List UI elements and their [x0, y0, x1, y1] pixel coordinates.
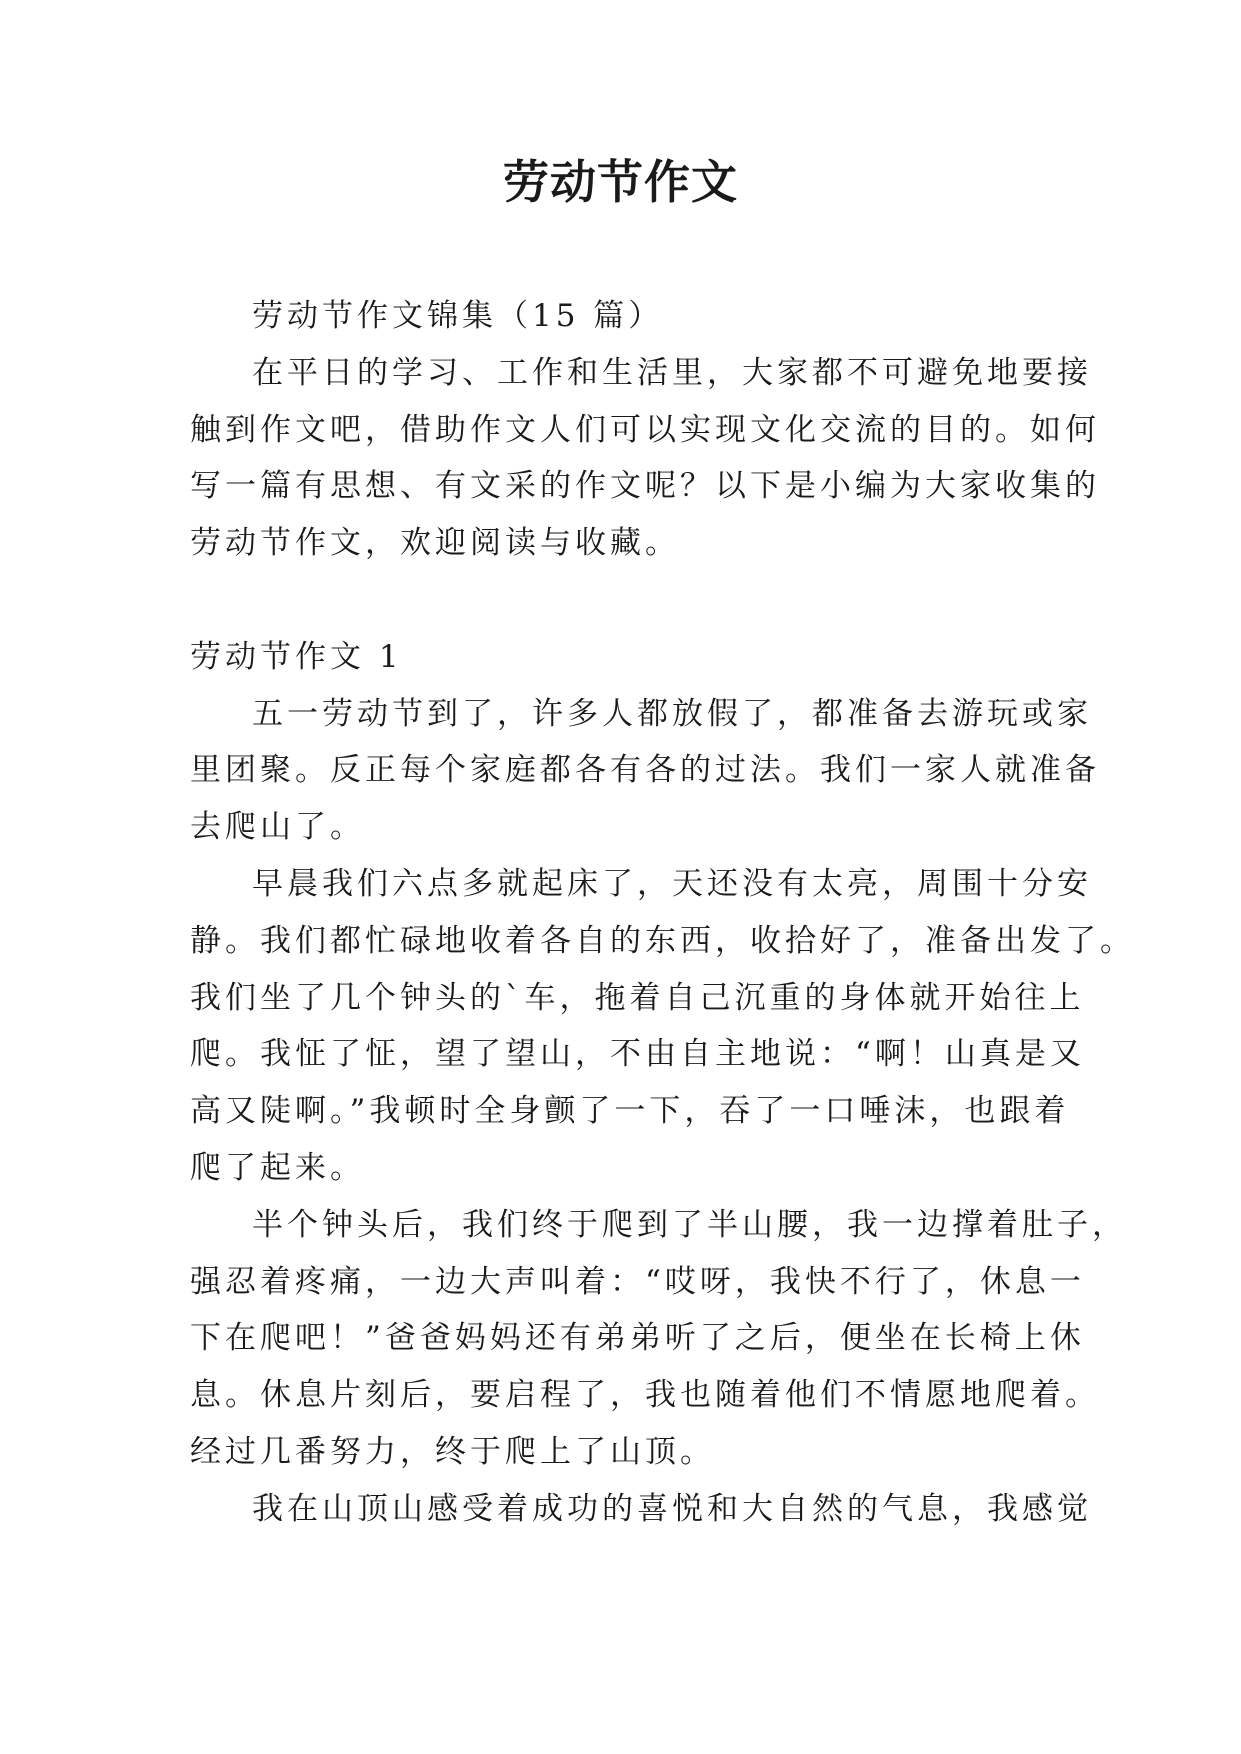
essay-paragraph-1	[190, 686, 1100, 856]
intro-line: 劳动节作文，欢迎阅读与收藏。	[190, 525, 680, 562]
document-body	[190, 288, 1135, 1538]
essay-line: 我在山顶山感受着成功的喜悦和大自然的气息，我感觉	[252, 1490, 1092, 1527]
essay-line: 经过几番努力，终于爬上了山顶。	[190, 1433, 715, 1470]
document-title: 劳动节作文	[503, 155, 738, 209]
collection-title-text: 劳动节作文锦集（15 篇）	[252, 298, 664, 334]
essay-line: 爬了起来。	[190, 1149, 365, 1186]
intro-line: 触到作文吧，借助作文人们可以实现文化交流的目的。如何	[190, 411, 1100, 448]
essay-line: 息。休息片刻后，要启程了，我也随着他们不情愿地爬着。	[190, 1377, 1100, 1414]
essay-line: 高又陡啊。”我顿时全身颤了一下，吞了一口唾沫，也跟着	[190, 1093, 1070, 1130]
essay-paragraph-3	[190, 1197, 1127, 1481]
essay-line: 下在爬吧！”爸爸妈妈还有弟弟听了之后，便坐在长椅上休	[190, 1320, 1085, 1357]
essay-line: 五一劳动节到了，许多人都放假了，都准备去游玩或家	[252, 695, 1092, 732]
essay-paragraph-4	[190, 1481, 1092, 1538]
essay-line: 我们坐了几个钟头的`车，拖着自己沉重的身体就开始往上	[190, 979, 1085, 1016]
essay-line: 静。我们都忙碌地收着各自的东西，收拾好了，准备出发了。	[190, 922, 1135, 959]
essay-line: 爬。我怔了怔，望了望山，不由自主地说：“啊！山真是又	[190, 1036, 1085, 1073]
essay-line: 早晨我们六点多就起床了，天还没有太亮，周围十分安	[252, 865, 1092, 902]
essay-paragraph-2	[190, 856, 1135, 1197]
intro-line: 在平日的学习、工作和生活里，大家都不可避免地要接	[252, 354, 1092, 391]
essay-line: 里团聚。反正每个家庭都各有各的过法。我们一家人就准备	[190, 752, 1100, 789]
essay-line: 去爬山了。	[190, 809, 365, 846]
intro-paragraph	[190, 345, 1100, 572]
essay-line: 半个钟头后，我们终于爬到了半山腰，我一边撑着肚子，	[252, 1206, 1127, 1243]
essay-heading	[190, 629, 1070, 686]
essay-line: 强忍着疼痛，一边大声叫着：“哎呀，我快不行了，休息一	[190, 1263, 1085, 1300]
essay-heading-text: 劳动节作文 1	[190, 638, 403, 675]
intro-line: 写一篇有思想、有文采的作文呢？以下是小编为大家收集的	[190, 468, 1100, 505]
collection-title	[190, 288, 1070, 345]
